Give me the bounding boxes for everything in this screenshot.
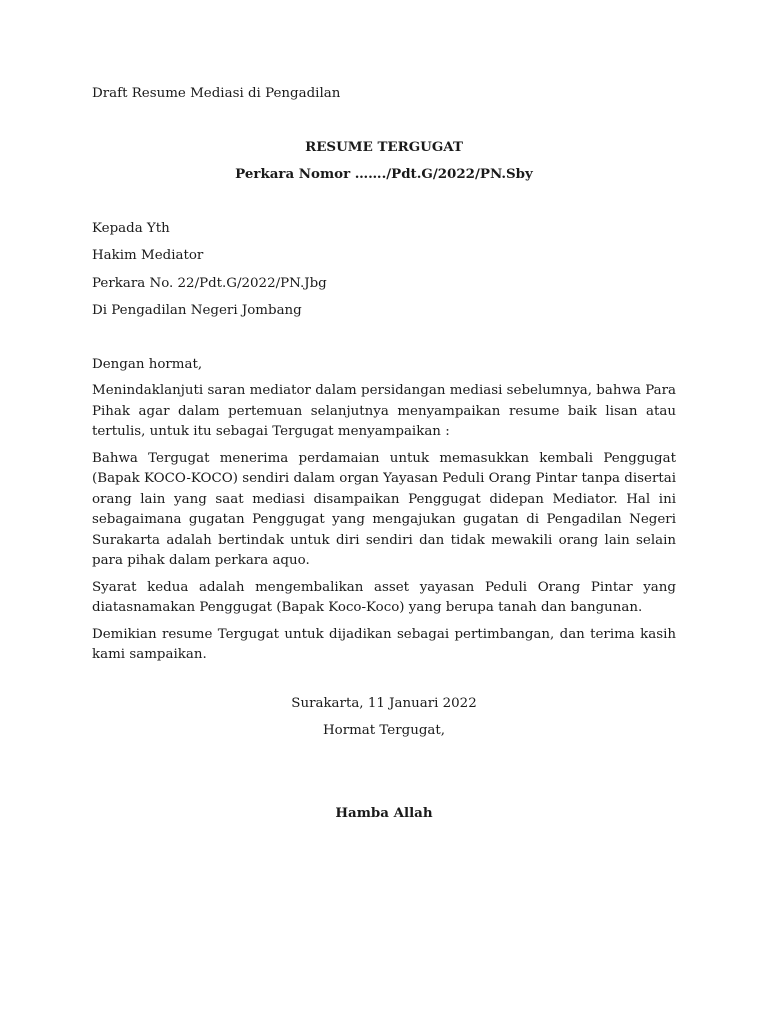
paragraph: Demikian resume Tergugat untuk dijadikan sebagai pertimbangan, dan terima kasih kami sampaikan. — [92, 626, 676, 662]
paragraph: Syarat kedua adalah mengembalikan asset yayasan Peduli Orang Pintar yang diatasnamakan Penggugat (Bapak Koco-Koco) yang berupa tanah dan bangunan. — [92, 579, 676, 615]
address-line: Hakim Mediator — [92, 248, 204, 263]
recipient-address — [92, 219, 676, 322]
signer-name: Hamba Allah — [335, 804, 433, 821]
address-line: Perkara No. 22/Pdt.G/2022/PN.Jbg — [92, 275, 327, 291]
address-line: Kepada Yth — [92, 220, 170, 236]
paragraph: Menindaklanjuti saran mediator dalam persidangan mediasi sebelumnya, bahwa Para Pihak agar dalam pertemuan selanjutnya menyampaikan resume baik lisan atau tertulis, untuk itu sebagai Tergugat menyampaikan : — [92, 383, 676, 439]
greeting: Dengan hormat, — [92, 356, 203, 372]
regards: Hormat Tergugat, — [322, 723, 446, 738]
document-header: Draft Resume Mediasi di Pengadilan — [92, 86, 341, 101]
document-body — [92, 84, 676, 836]
document-title: RESUME TERGUGAT — [305, 138, 463, 155]
closing-block — [92, 694, 676, 742]
case-number: Perkara Nomor ……./Pdt.G/2022/PN.Sby — [235, 166, 533, 182]
paragraph: Bahwa Tergugat menerima perdamaian untuk memasukkan kembali Penggugat (Bapak KOCO-KOCO) sendiri dalam organ Yayasan Peduli Orang Pintar tanpa disertai orang lain yang saat mediasi disampaikan Penggugat didepan Mediator. Hal ini sebagaimana gugatan Penggugat yang mengajukan gugatan di Pengadilan Negeri Surakarta adalah bertindak untuk diri sendiri dan tidak mewakili orang lain selain para pihak dalam perkara aquo. — [92, 450, 676, 568]
place-date: Surakarta, 11 Januari 2022 — [291, 695, 477, 711]
address-line: Di Pengadilan Negeri Jombang — [92, 303, 302, 318]
